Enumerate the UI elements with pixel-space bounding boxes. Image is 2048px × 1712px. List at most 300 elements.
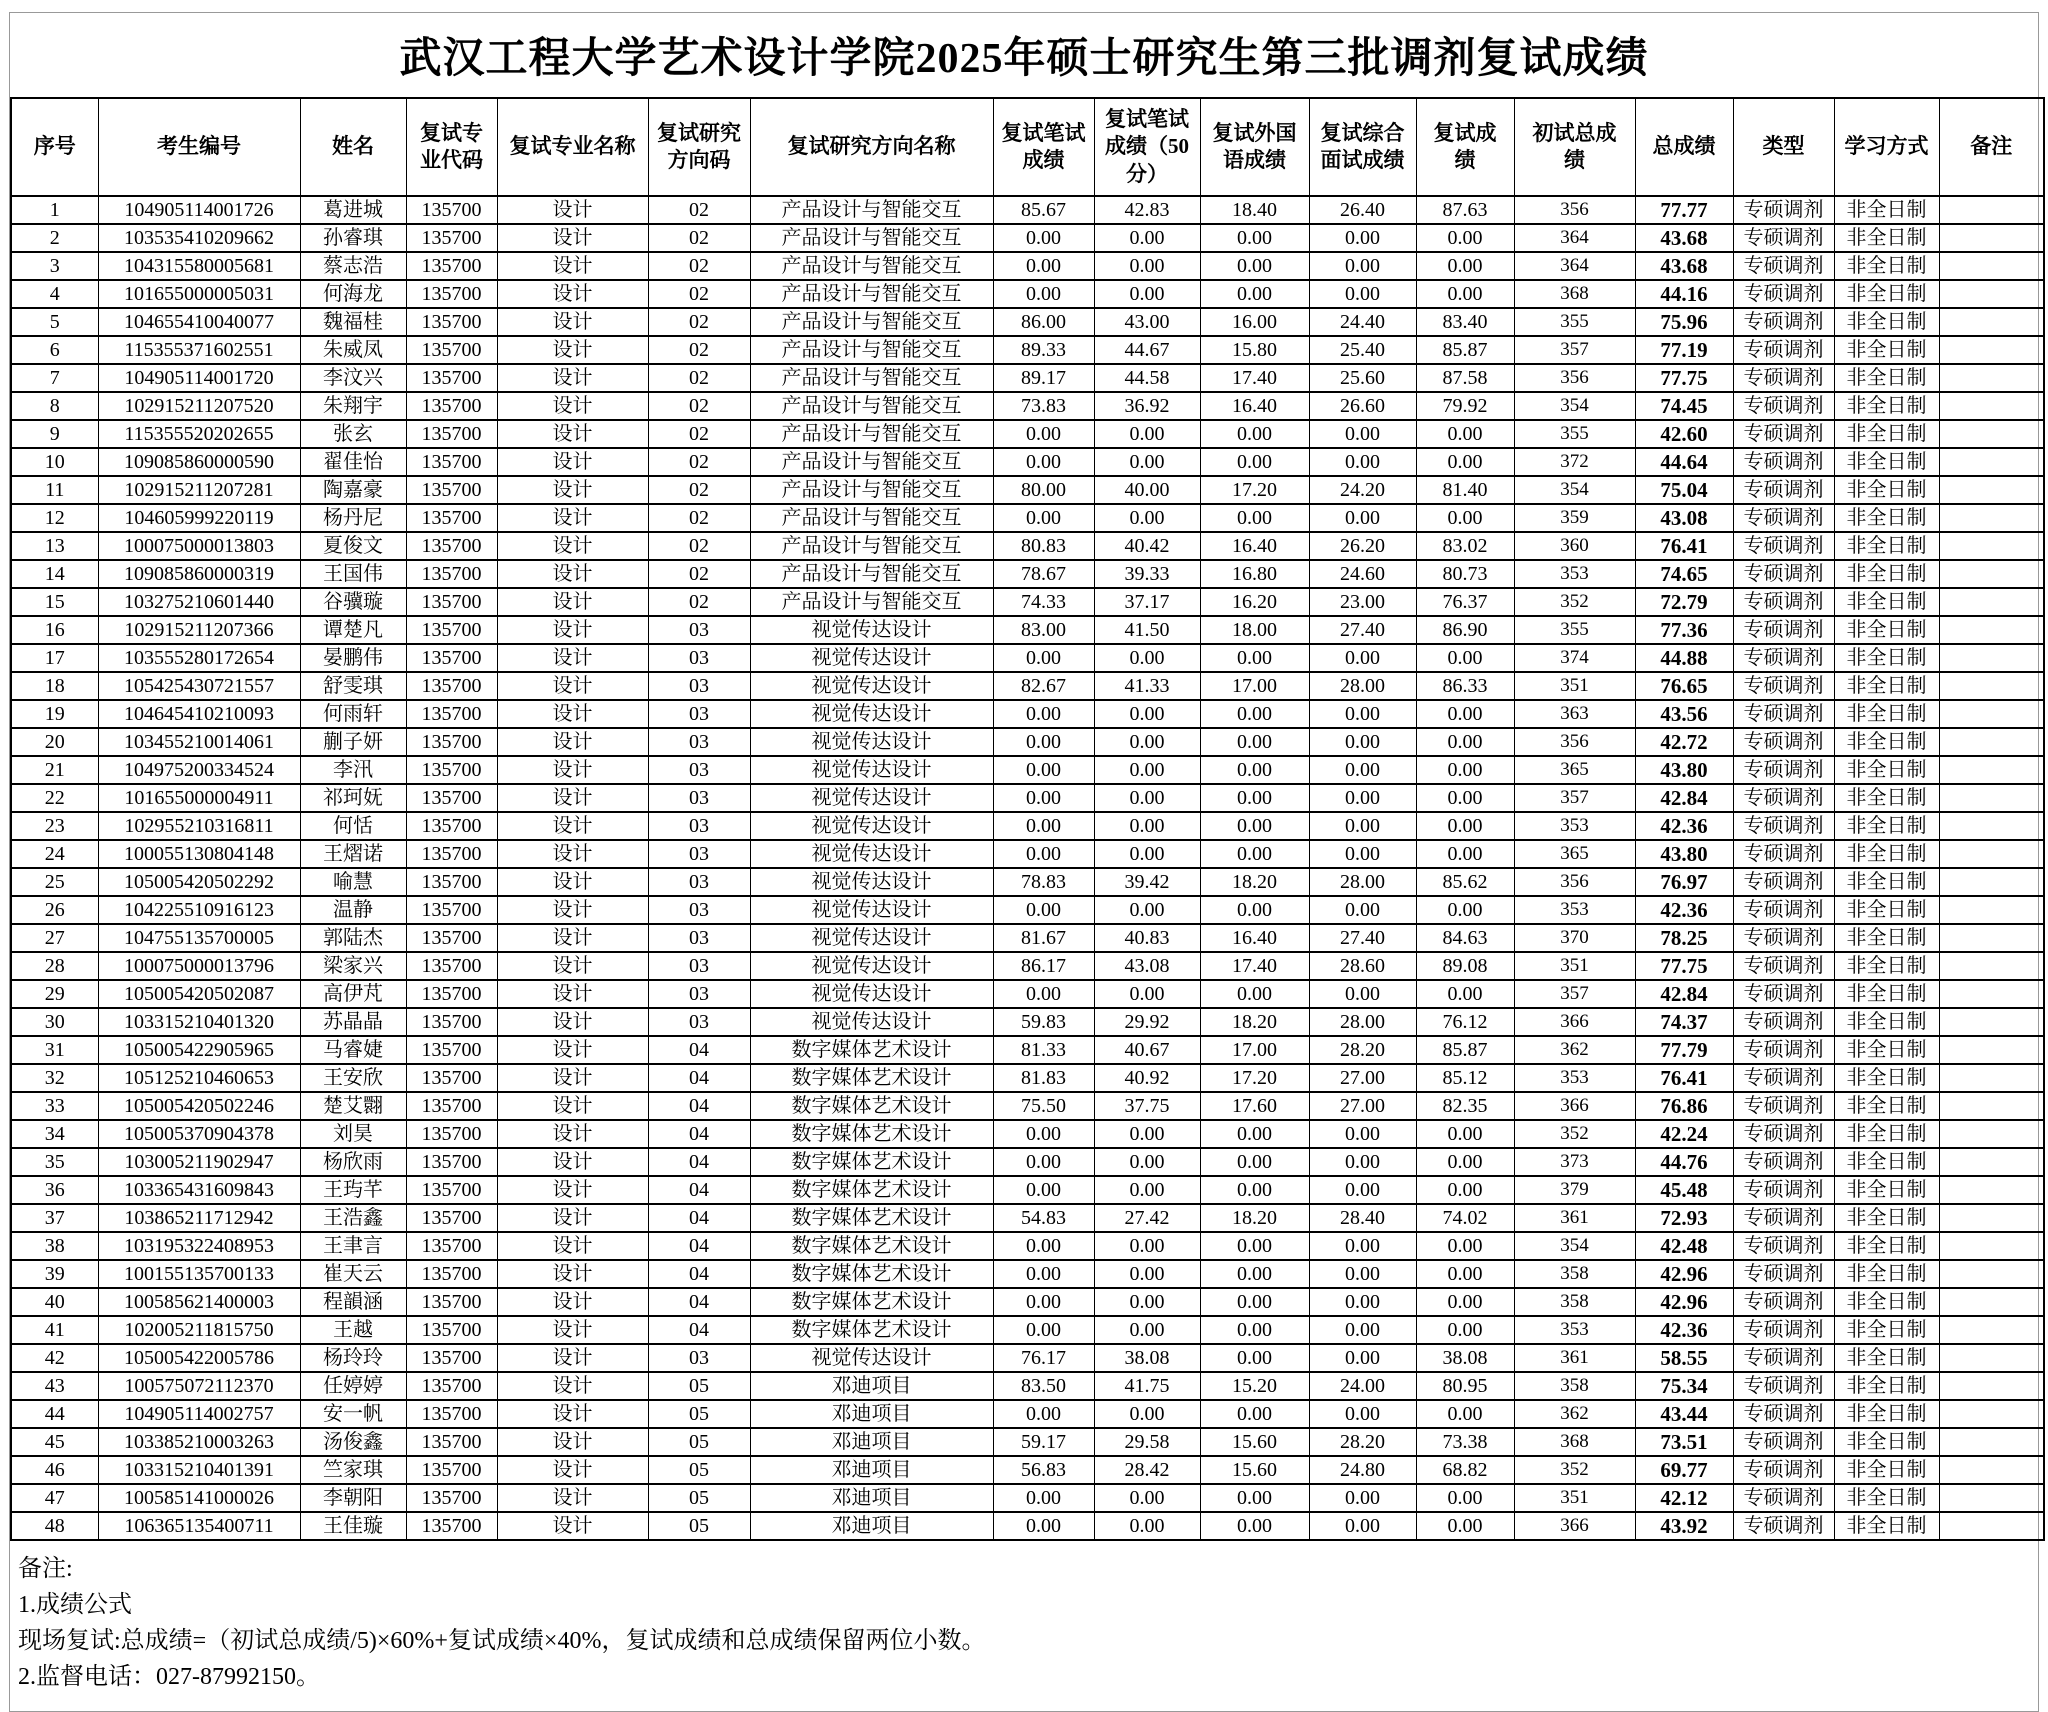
cell: 03 bbox=[648, 672, 750, 700]
results-table-body bbox=[11, 196, 2044, 1540]
cell bbox=[1939, 1288, 2044, 1316]
cell: 25.40 bbox=[1309, 336, 1416, 364]
cell: 19 bbox=[11, 700, 98, 728]
cell: 109085860000590 bbox=[98, 448, 300, 476]
cell: 陶嘉豪 bbox=[300, 476, 406, 504]
table-row bbox=[11, 700, 2044, 728]
table-row bbox=[11, 1176, 2044, 1204]
cell bbox=[1939, 252, 2044, 280]
cell: 77.79 bbox=[1635, 1036, 1733, 1064]
cell: 40 bbox=[11, 1288, 98, 1316]
cell: 邓迪项目 bbox=[750, 1400, 993, 1428]
cell: 0.00 bbox=[1094, 784, 1200, 812]
cell: 03 bbox=[648, 700, 750, 728]
cell: 夏俊文 bbox=[300, 532, 406, 560]
cell: 370 bbox=[1514, 924, 1635, 952]
cell: 专硕调剂 bbox=[1733, 700, 1834, 728]
cell: 设计 bbox=[497, 1064, 648, 1092]
cell: 0.00 bbox=[1200, 896, 1309, 924]
cell: 135700 bbox=[406, 1512, 497, 1540]
cell: 0.00 bbox=[1094, 1148, 1200, 1176]
cell: 356 bbox=[1514, 868, 1635, 896]
table-row bbox=[11, 224, 2044, 252]
column-header-6: 复试研究方向名称 bbox=[750, 98, 993, 196]
cell: 35 bbox=[11, 1148, 98, 1176]
cell: 03 bbox=[648, 896, 750, 924]
cell: 0.00 bbox=[993, 420, 1094, 448]
cell: 0.00 bbox=[1309, 448, 1416, 476]
cell: 专硕调剂 bbox=[1733, 952, 1834, 980]
cell: 362 bbox=[1514, 1400, 1635, 1428]
cell: 0.00 bbox=[1094, 1120, 1200, 1148]
table-row bbox=[11, 812, 2044, 840]
cell: 设计 bbox=[497, 476, 648, 504]
cell: 24 bbox=[11, 840, 98, 868]
cell: 03 bbox=[648, 616, 750, 644]
cell: 翟佳怡 bbox=[300, 448, 406, 476]
cell: 89.33 bbox=[993, 336, 1094, 364]
cell: 0.00 bbox=[1200, 980, 1309, 1008]
cell: 44 bbox=[11, 1400, 98, 1428]
cell bbox=[1939, 1092, 2044, 1120]
cell: 45 bbox=[11, 1428, 98, 1456]
cell: 崔天云 bbox=[300, 1260, 406, 1288]
cell: 专硕调剂 bbox=[1733, 1316, 1834, 1344]
cell: 36 bbox=[11, 1176, 98, 1204]
cell: 非全日制 bbox=[1834, 336, 1939, 364]
cell: 设计 bbox=[497, 1456, 648, 1484]
cell: 357 bbox=[1514, 784, 1635, 812]
cell: 103315210401391 bbox=[98, 1456, 300, 1484]
cell: 77.36 bbox=[1635, 616, 1733, 644]
cell: 视觉传达设计 bbox=[750, 728, 993, 756]
cell: 16.40 bbox=[1200, 532, 1309, 560]
cell: 44.16 bbox=[1635, 280, 1733, 308]
cell: 18.00 bbox=[1200, 616, 1309, 644]
cell: 135700 bbox=[406, 1344, 497, 1372]
cell: 设计 bbox=[497, 1092, 648, 1120]
cell: 数字媒体艺术设计 bbox=[750, 1148, 993, 1176]
cell: 100055130804148 bbox=[98, 840, 300, 868]
cell: 0.00 bbox=[1200, 1120, 1309, 1148]
cell: 设计 bbox=[497, 1008, 648, 1036]
cell: 43.56 bbox=[1635, 700, 1733, 728]
cell: 马睿婕 bbox=[300, 1036, 406, 1064]
cell bbox=[1939, 364, 2044, 392]
cell: 设计 bbox=[497, 1428, 648, 1456]
cell: 359 bbox=[1514, 504, 1635, 532]
footer-note-line: 备注: bbox=[18, 1556, 73, 1582]
cell: 0.00 bbox=[1416, 1232, 1514, 1260]
cell: 产品设计与智能交互 bbox=[750, 196, 993, 224]
cell: 42.72 bbox=[1635, 728, 1733, 756]
cell: 42.24 bbox=[1635, 1120, 1733, 1148]
cell: 05 bbox=[648, 1372, 750, 1400]
cell: 100075000013803 bbox=[98, 532, 300, 560]
cell: 邓迪项目 bbox=[750, 1372, 993, 1400]
cell: 刘昊 bbox=[300, 1120, 406, 1148]
cell: 15.80 bbox=[1200, 336, 1309, 364]
cell bbox=[1939, 1484, 2044, 1512]
cell: 77.19 bbox=[1635, 336, 1733, 364]
cell: 设计 bbox=[497, 812, 648, 840]
cell: 专硕调剂 bbox=[1733, 504, 1834, 532]
cell: 0.00 bbox=[1416, 644, 1514, 672]
cell: 39 bbox=[11, 1260, 98, 1288]
cell: 04 bbox=[648, 1260, 750, 1288]
cell: 0.00 bbox=[1200, 728, 1309, 756]
cell: 产品设计与智能交互 bbox=[750, 252, 993, 280]
cell: 85.67 bbox=[993, 196, 1094, 224]
cell: 9 bbox=[11, 420, 98, 448]
cell: 非全日制 bbox=[1834, 196, 1939, 224]
cell: 专硕调剂 bbox=[1733, 560, 1834, 588]
cell: 58.55 bbox=[1635, 1344, 1733, 1372]
cell: 0.00 bbox=[1416, 1400, 1514, 1428]
cell: 104755135700005 bbox=[98, 924, 300, 952]
cell: 非全日制 bbox=[1834, 476, 1939, 504]
cell: 非全日制 bbox=[1834, 1092, 1939, 1120]
header-row bbox=[11, 98, 2044, 196]
table-row bbox=[11, 1148, 2044, 1176]
cell: 04 bbox=[648, 1092, 750, 1120]
cell: 0.00 bbox=[1309, 1120, 1416, 1148]
table-row bbox=[11, 504, 2044, 532]
cell: 非全日制 bbox=[1834, 868, 1939, 896]
cell: 72.79 bbox=[1635, 588, 1733, 616]
cell: 0.00 bbox=[1309, 420, 1416, 448]
cell: 0.00 bbox=[1309, 1512, 1416, 1540]
cell: 43.92 bbox=[1635, 1512, 1733, 1540]
table-row bbox=[11, 1400, 2044, 1428]
cell: 专硕调剂 bbox=[1733, 448, 1834, 476]
cell: 85.12 bbox=[1416, 1064, 1514, 1092]
cell: 73.38 bbox=[1416, 1428, 1514, 1456]
cell: 135700 bbox=[406, 224, 497, 252]
cell: 0.00 bbox=[1416, 700, 1514, 728]
cell: 75.96 bbox=[1635, 308, 1733, 336]
cell: 0.00 bbox=[1200, 644, 1309, 672]
cell: 0.00 bbox=[1416, 1484, 1514, 1512]
cell: 04 bbox=[648, 1316, 750, 1344]
cell: 专硕调剂 bbox=[1733, 420, 1834, 448]
cell: 谷骥璇 bbox=[300, 588, 406, 616]
cell: 0.00 bbox=[1200, 420, 1309, 448]
cell: 103555280172654 bbox=[98, 644, 300, 672]
cell: 18.20 bbox=[1200, 1204, 1309, 1232]
cell: 竺家琪 bbox=[300, 1456, 406, 1484]
cell bbox=[1939, 1316, 2044, 1344]
cell: 105125210460653 bbox=[98, 1064, 300, 1092]
table-row bbox=[11, 420, 2044, 448]
cell: 44.58 bbox=[1094, 364, 1200, 392]
cell: 设计 bbox=[497, 1512, 648, 1540]
cell: 43.08 bbox=[1635, 504, 1733, 532]
cell: 104315580005681 bbox=[98, 252, 300, 280]
cell: 05 bbox=[648, 1400, 750, 1428]
cell: 数字媒体艺术设计 bbox=[750, 1260, 993, 1288]
cell: 104975200334524 bbox=[98, 756, 300, 784]
cell: 0.00 bbox=[1094, 756, 1200, 784]
cell: 0.00 bbox=[1094, 1176, 1200, 1204]
cell: 非全日制 bbox=[1834, 672, 1939, 700]
cell: 0.00 bbox=[1094, 1232, 1200, 1260]
cell: 专硕调剂 bbox=[1733, 1344, 1834, 1372]
cell: 85.87 bbox=[1416, 1036, 1514, 1064]
cell: 0.00 bbox=[1094, 504, 1200, 532]
cell: 0.00 bbox=[1094, 252, 1200, 280]
cell: 78.83 bbox=[993, 868, 1094, 896]
cell: 86.17 bbox=[993, 952, 1094, 980]
cell: 专硕调剂 bbox=[1733, 1092, 1834, 1120]
cell: 0.00 bbox=[1094, 1512, 1200, 1540]
cell: 0.00 bbox=[1200, 700, 1309, 728]
cell: 59.83 bbox=[993, 1008, 1094, 1036]
cell: 03 bbox=[648, 924, 750, 952]
cell: 邓迪项目 bbox=[750, 1512, 993, 1540]
table-row bbox=[11, 336, 2044, 364]
cell: 专硕调剂 bbox=[1733, 336, 1834, 364]
cell: 数字媒体艺术设计 bbox=[750, 1036, 993, 1064]
cell: 专硕调剂 bbox=[1733, 616, 1834, 644]
cell: 视觉传达设计 bbox=[750, 1344, 993, 1372]
cell: 专硕调剂 bbox=[1733, 364, 1834, 392]
cell: 352 bbox=[1514, 1456, 1635, 1484]
cell: 苏晶晶 bbox=[300, 1008, 406, 1036]
cell: 17.20 bbox=[1200, 1064, 1309, 1092]
cell: 专硕调剂 bbox=[1733, 588, 1834, 616]
cell: 0.00 bbox=[1416, 896, 1514, 924]
cell bbox=[1939, 196, 2044, 224]
cell: 0.00 bbox=[1309, 980, 1416, 1008]
cell: 105005370904378 bbox=[98, 1120, 300, 1148]
cell: 0.00 bbox=[993, 252, 1094, 280]
cell: 03 bbox=[648, 840, 750, 868]
cell: 设计 bbox=[497, 1372, 648, 1400]
cell: 105005420502292 bbox=[98, 868, 300, 896]
cell: 专硕调剂 bbox=[1733, 644, 1834, 672]
cell: 17.00 bbox=[1200, 672, 1309, 700]
cell: 23.00 bbox=[1309, 588, 1416, 616]
cell: 蔡志浩 bbox=[300, 252, 406, 280]
cell: 0.00 bbox=[1309, 1400, 1416, 1428]
cell: 86.00 bbox=[993, 308, 1094, 336]
cell: 专硕调剂 bbox=[1733, 1512, 1834, 1540]
cell: 0.00 bbox=[993, 1232, 1094, 1260]
cell: 135700 bbox=[406, 728, 497, 756]
cell: 135700 bbox=[406, 616, 497, 644]
cell: 02 bbox=[648, 504, 750, 532]
cell: 103315210401320 bbox=[98, 1008, 300, 1036]
column-header-14: 类型 bbox=[1733, 98, 1834, 196]
cell: 103365431609843 bbox=[98, 1176, 300, 1204]
cell: 0.00 bbox=[1200, 1288, 1309, 1316]
cell: 梁家兴 bbox=[300, 952, 406, 980]
cell: 产品设计与智能交互 bbox=[750, 308, 993, 336]
cell: 谭楚凡 bbox=[300, 616, 406, 644]
cell: 专硕调剂 bbox=[1733, 1064, 1834, 1092]
cell: 0.00 bbox=[993, 1120, 1094, 1148]
cell: 04 bbox=[648, 1176, 750, 1204]
cell: 135700 bbox=[406, 1120, 497, 1148]
cell: 0.00 bbox=[1416, 1512, 1514, 1540]
cell: 视觉传达设计 bbox=[750, 980, 993, 1008]
cell: 非全日制 bbox=[1834, 1232, 1939, 1260]
cell: 视觉传达设计 bbox=[750, 924, 993, 952]
cell: 29.58 bbox=[1094, 1428, 1200, 1456]
cell: 355 bbox=[1514, 420, 1635, 448]
cell: 0.00 bbox=[1200, 812, 1309, 840]
table-row bbox=[11, 784, 2044, 812]
cell: 02 bbox=[648, 448, 750, 476]
cell: 0.00 bbox=[1309, 756, 1416, 784]
table-row bbox=[11, 448, 2044, 476]
table-row bbox=[11, 980, 2044, 1008]
cell: 0.00 bbox=[1200, 1400, 1309, 1428]
cell: 46 bbox=[11, 1456, 98, 1484]
cell: 邓迪项目 bbox=[750, 1456, 993, 1484]
cell: 27 bbox=[11, 924, 98, 952]
cell: 葛进城 bbox=[300, 196, 406, 224]
cell: 王越 bbox=[300, 1316, 406, 1344]
cell: 5 bbox=[11, 308, 98, 336]
cell: 364 bbox=[1514, 224, 1635, 252]
cell: 135700 bbox=[406, 896, 497, 924]
cell: 设计 bbox=[497, 280, 648, 308]
cell: 25 bbox=[11, 868, 98, 896]
cell: 设计 bbox=[497, 616, 648, 644]
footer-note-line: 现场复试:总成绩=（初试总成绩/5)×60%+复试成绩×40%，复试成绩和总成绩保留两位小数。 bbox=[18, 1628, 986, 1654]
cell: 353 bbox=[1514, 896, 1635, 924]
cell: 135700 bbox=[406, 1288, 497, 1316]
cell: 103455210014061 bbox=[98, 728, 300, 756]
cell: 76.12 bbox=[1416, 1008, 1514, 1036]
cell: 专硕调剂 bbox=[1733, 728, 1834, 756]
cell: 设计 bbox=[497, 1232, 648, 1260]
table-row bbox=[11, 756, 2044, 784]
cell: 2 bbox=[11, 224, 98, 252]
cell: 数字媒体艺术设计 bbox=[750, 1064, 993, 1092]
cell: 44.64 bbox=[1635, 448, 1733, 476]
cell: 41.50 bbox=[1094, 616, 1200, 644]
cell: 杨丹尼 bbox=[300, 504, 406, 532]
cell: 0.00 bbox=[1200, 756, 1309, 784]
cell bbox=[1939, 952, 2044, 980]
cell: 81.40 bbox=[1416, 476, 1514, 504]
cell: 54.83 bbox=[993, 1204, 1094, 1232]
table-row bbox=[11, 1428, 2044, 1456]
cell: 0.00 bbox=[993, 644, 1094, 672]
cell: 视觉传达设计 bbox=[750, 868, 993, 896]
cell: 非全日制 bbox=[1834, 420, 1939, 448]
table-row bbox=[11, 1288, 2044, 1316]
cell: 设计 bbox=[497, 924, 648, 952]
cell: 135700 bbox=[406, 560, 497, 588]
cell: 83.02 bbox=[1416, 532, 1514, 560]
cell: 专硕调剂 bbox=[1733, 196, 1834, 224]
table-row bbox=[11, 1204, 2044, 1232]
cell: 74.65 bbox=[1635, 560, 1733, 588]
cell: 0.00 bbox=[1416, 784, 1514, 812]
cell bbox=[1939, 224, 2044, 252]
cell: 42.12 bbox=[1635, 1484, 1733, 1512]
cell bbox=[1939, 448, 2044, 476]
cell: 37.17 bbox=[1094, 588, 1200, 616]
cell: 专硕调剂 bbox=[1733, 756, 1834, 784]
table-row bbox=[11, 1512, 2044, 1540]
cell: 74.02 bbox=[1416, 1204, 1514, 1232]
cell: 28.60 bbox=[1309, 952, 1416, 980]
cell: 135700 bbox=[406, 700, 497, 728]
cell: 135700 bbox=[406, 1428, 497, 1456]
cell: 17.40 bbox=[1200, 952, 1309, 980]
cell: 76.17 bbox=[993, 1344, 1094, 1372]
cell: 专硕调剂 bbox=[1733, 532, 1834, 560]
cell: 产品设计与智能交互 bbox=[750, 420, 993, 448]
cell: 0.00 bbox=[993, 784, 1094, 812]
cell: 设计 bbox=[497, 532, 648, 560]
table-row bbox=[11, 840, 2044, 868]
cell: 28.40 bbox=[1309, 1204, 1416, 1232]
cell: 0.00 bbox=[993, 504, 1094, 532]
cell bbox=[1939, 504, 2044, 532]
cell: 39.33 bbox=[1094, 560, 1200, 588]
cell: 0.00 bbox=[1200, 280, 1309, 308]
cell: 43.44 bbox=[1635, 1400, 1733, 1428]
cell: 0.00 bbox=[993, 1148, 1094, 1176]
cell: 27.42 bbox=[1094, 1204, 1200, 1232]
cell: 74.45 bbox=[1635, 392, 1733, 420]
cell: 33 bbox=[11, 1092, 98, 1120]
cell: 28.42 bbox=[1094, 1456, 1200, 1484]
cell: 0.00 bbox=[1416, 1288, 1514, 1316]
cell: 20 bbox=[11, 728, 98, 756]
cell: 何海龙 bbox=[300, 280, 406, 308]
cell: 135700 bbox=[406, 1232, 497, 1260]
cell: 26.60 bbox=[1309, 392, 1416, 420]
cell: 357 bbox=[1514, 336, 1635, 364]
cell bbox=[1939, 1120, 2044, 1148]
cell: 135700 bbox=[406, 532, 497, 560]
cell: 368 bbox=[1514, 280, 1635, 308]
cell: 非全日制 bbox=[1834, 896, 1939, 924]
cell: 84.63 bbox=[1416, 924, 1514, 952]
cell: 28.00 bbox=[1309, 1008, 1416, 1036]
cell: 0.00 bbox=[993, 1176, 1094, 1204]
cell: 12 bbox=[11, 504, 98, 532]
cell: 0.00 bbox=[1309, 728, 1416, 756]
table-row bbox=[11, 1260, 2044, 1288]
table-row bbox=[11, 308, 2044, 336]
table-row bbox=[11, 560, 2044, 588]
cell: 何恬 bbox=[300, 812, 406, 840]
cell: 非全日制 bbox=[1834, 1428, 1939, 1456]
cell: 0.00 bbox=[1416, 812, 1514, 840]
cell: 0.00 bbox=[1309, 700, 1416, 728]
column-header-9: 复试外国语成绩 bbox=[1200, 98, 1309, 196]
cell: 24.80 bbox=[1309, 1456, 1416, 1484]
cell: 36.92 bbox=[1094, 392, 1200, 420]
cell: 135700 bbox=[406, 1484, 497, 1512]
cell: 0.00 bbox=[1200, 224, 1309, 252]
cell: 0.00 bbox=[1200, 448, 1309, 476]
cell: 374 bbox=[1514, 644, 1635, 672]
cell: 44.88 bbox=[1635, 644, 1733, 672]
cell: 晏鹏伟 bbox=[300, 644, 406, 672]
cell: 80.83 bbox=[993, 532, 1094, 560]
cell: 115355520202655 bbox=[98, 420, 300, 448]
cell: 0.00 bbox=[1309, 1316, 1416, 1344]
